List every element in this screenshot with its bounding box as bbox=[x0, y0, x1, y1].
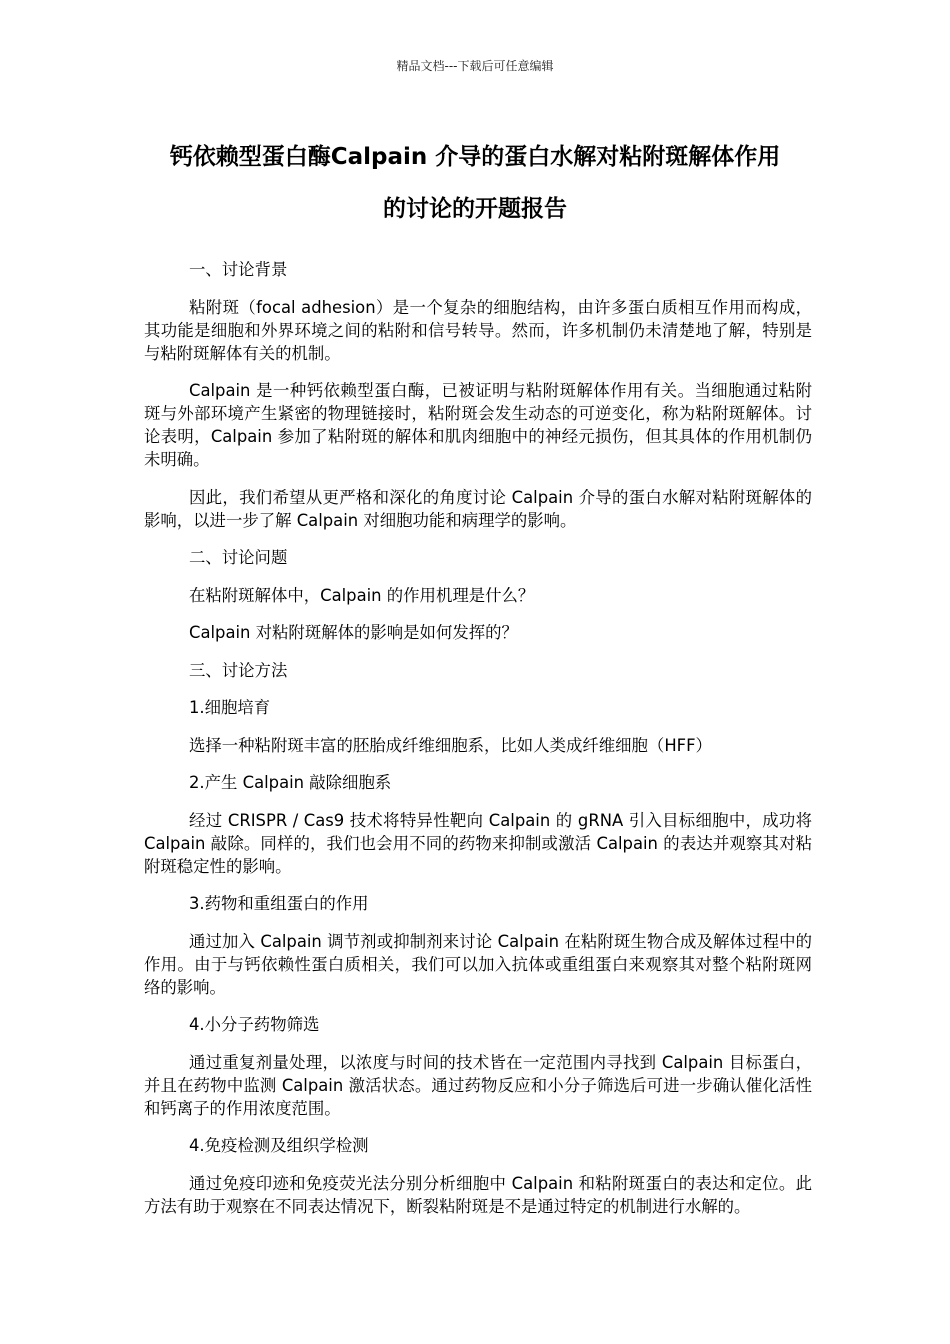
method-heading-drugs-proteins: 3.药物和重组蛋白的作用 bbox=[189, 894, 369, 913]
title-line-2: 的讨论的开题报告 bbox=[383, 196, 567, 222]
page-header: 精品文档---下载后可任意编辑 bbox=[396, 59, 554, 73]
section-heading-background: 一、讨论背景 bbox=[189, 260, 288, 279]
paragraph-calpain-intro: Calpain 是一种钙依赖型蛋白酶，已被证明与粘附斑解体作用有关。当细胞通过粘附斑与外部环境产生紧密的物理链接时，粘附斑会发生动态的可逆变化，称为粘附斑解体。讨论表明，Calpain 参加了粘附斑的解体和肌肉细胞中的神经元损伤，但其具体的作用机制仍未明确。 bbox=[144, 381, 812, 469]
method-text-drugs-proteins: 通过加入 Calpain 调节剂或抑制剂来讨论 Calpain 在粘附斑生物合成及解体过程中的作用。由于与钙依赖性蛋白质相关，我们可以加入抗体或重组蛋白来观察其对整个粘附斑网络的影响。 bbox=[144, 931, 812, 997]
method-text-screening: 通过重复剂量处理，以浓度与时间的技术皆在一定范围内寻找到 Calpain 目标蛋白，并且在药物中监测 Calpain 激活状态。通过药物反应和小分子筛选后可进一步确认催化活性和钙离子的作用浓度范围。 bbox=[144, 1052, 812, 1118]
document-title bbox=[140, 131, 810, 235]
method-text-cell-culture: 选择一种粘附斑丰富的胚胎成纤维细胞系，比如人类成纤维细胞（HFF） bbox=[189, 735, 712, 755]
section-heading-questions: 二、讨论问题 bbox=[189, 548, 288, 567]
section-heading-methods: 三、讨论方法 bbox=[189, 660, 288, 680]
method-heading-immunodetection: 4.免疫检测及组织学检测 bbox=[189, 1136, 369, 1155]
question-1: 在粘附斑解体中，Calpain 的作用机理是什么？ bbox=[189, 585, 535, 605]
question-2: Calpain 对粘附斑解体的影响是如何发挥的？ bbox=[189, 623, 518, 642]
method-heading-knockout: 2.产生 Calpain 敲除细胞系 bbox=[189, 773, 392, 792]
method-heading-screening: 4.小分子药物筛选 bbox=[189, 1015, 320, 1034]
paragraph-study-aim: 因此，我们希望从更严格和深化的角度讨论 Calpain 介导的蛋白水解对粘附斑解体的影响，以进一步了解 Calpain 对细胞功能和病理学的影响。 bbox=[144, 487, 812, 530]
method-text-immunodetection: 通过免疫印迹和免疫荧光法分别分析细胞中 Calpain 和粘附斑蛋白的表达和定位。此方法有助于观察在不同表达情况下，断裂粘附斑是不是通过特定的机制进行水解的。 bbox=[144, 1173, 812, 1216]
method-heading-cell-culture: 1.细胞培育 bbox=[189, 698, 271, 717]
paragraph-focal-adhesion-intro: 粘附斑（focal adhesion）是一个复杂的细胞结构，由许多蛋白质相互作用而构成，其功能是细胞和外界环境之间的粘附和信号转导。然而，许多机制仍未清楚地了解，特别是与粘附斑解体有关的机制。 bbox=[144, 297, 812, 363]
method-text-knockout: 经过 CRISPR / Cas9 技术将特异性靶向 Calpain 的 gRNA 引入目标细胞中，成功将 Calpain 敲除。同样的，我们也会用不同的药物来抑制或激活 Calpain 的表达并观察其对粘附斑稳定性的影响。 bbox=[144, 810, 812, 876]
document-body bbox=[144, 258, 812, 1218]
title-line-1: 钙依赖型蛋白酶Calpain 介导的蛋白水解对粘附斑解体作用 bbox=[169, 144, 781, 170]
